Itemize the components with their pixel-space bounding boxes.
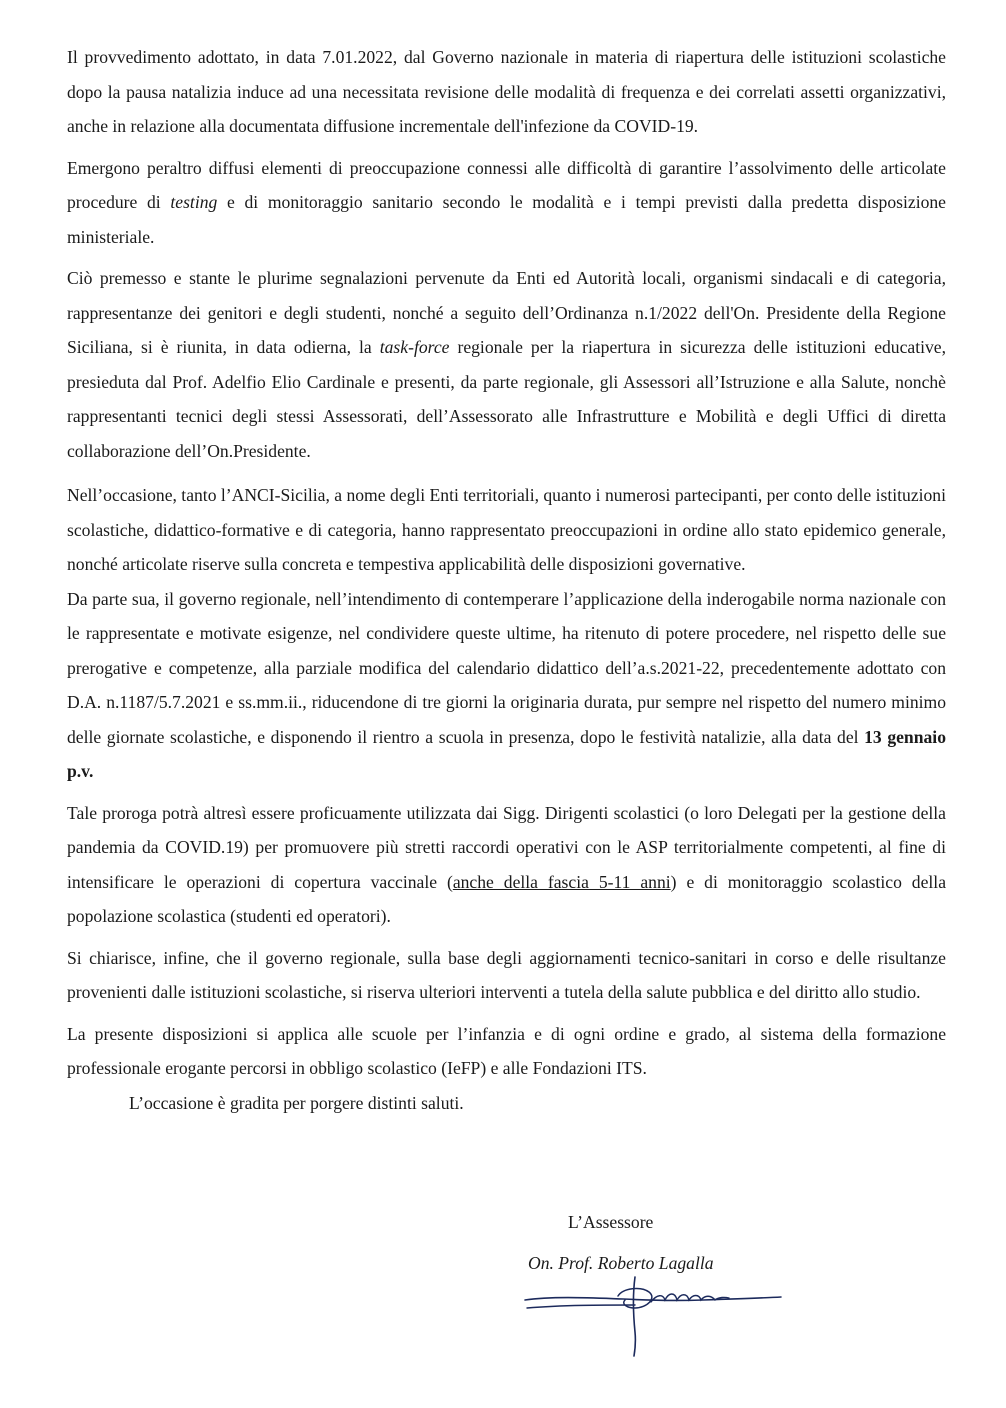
paragraph-concerns-italic: testing bbox=[170, 192, 218, 212]
paragraph-extension-text-2: ) e di monitoraggio scolastico della popolazione scolastica (studenti ed operatori). bbox=[67, 871, 946, 926]
paragraph-taskforce-italic: task-force bbox=[379, 337, 450, 357]
signature-block bbox=[525, 1212, 825, 1362]
handwritten-signature bbox=[523, 1272, 788, 1357]
paragraph-closing: L’occasione è gradita per porgere distinti saluti. bbox=[129, 1092, 464, 1113]
paragraph-regional-government bbox=[67, 582, 946, 789]
paragraph-extension-text-1: Tale proroga potrà altresì essere proficuamente utilizzata dai Sigg. Dirigenti scolastici (o loro Delegati per la gestione della pandemia da COVID.19) per promuovere più stretti raccordi operativi con le ASP territorialmente competenti, al fine di intensificare le operazioni di copertura vaccinale ( bbox=[67, 802, 946, 892]
paragraph-scope: La presente disposizioni si applica alle scuole per l’infanzia e di ogni ordine e grado, al sistema della formazione professionale erogante percorsi in obbligo scolastico (IeFP) e alle Fondazioni ITS. bbox=[67, 1023, 946, 1078]
paragraph-intro: Il provvedimento adottato, in data 7.01.2022, dal Governo nazionale in materia di riapertura delle istituzioni scolastiche dopo la pausa natalizia induce ad una necessitata revisione delle modalità di frequenza e dei correlati assetti organizzativi, anche in relazione alla documentata diffusione incrementale dell'infezione da COVID-19. bbox=[67, 47, 946, 136]
paragraph-concerns-text-1: Emergono peraltro diffusi elementi di preoccupazione connessi alle difficoltà di garantire l’assolvimento delle articolate procedure di bbox=[67, 157, 946, 212]
reopening-date: 13 gennaio p.v. bbox=[67, 726, 946, 781]
signatory-name: On. Prof. Roberto Lagalla bbox=[528, 1253, 714, 1273]
paragraph-taskforce bbox=[67, 261, 946, 468]
paragraph-taskforce-text-2: regionale per la riapertura in sicurezza delle istituzioni educative, presieduta dal Prof. Adelfio Elio Cardinale e presenti, da parte regionale, gli Assessori all’Istruzione e alla Salute, nonchè rappresentanti tecnici degli stessi Assessorati, dell’Assessorato alle Infrastrutture e Mobilità e degli Uffici di diretta collaborazione dell’On.Presidente. bbox=[67, 337, 947, 461]
paragraph-concerns bbox=[67, 151, 946, 255]
signatory-role: L’Assessore bbox=[568, 1212, 654, 1232]
paragraph-taskforce-text-1: Ciò premesso e stante le plurime segnalazioni pervenute da Enti ed Autorità locali, organismi sindacali e di categoria, rappresentanze dei genitori e degli studenti, nonché a seguito dell’Ordinanza n.1/2022 dell'On. Presidente della Regione Siciliana, si è riunita, in data odierna, la bbox=[67, 268, 946, 357]
paragraph-concerns-text-2: e di monitoraggio sanitario secondo le modalità e i tempi previsti dalla predetta disposizione ministeriale. bbox=[67, 192, 946, 247]
paragraph-extension-underlined: anche della fascia 5-11 anni bbox=[452, 871, 671, 892]
paragraph-extension bbox=[67, 796, 946, 934]
paragraph-anci: Nell’occasione, tanto l’ANCI-Sicilia, a nome degli Enti territoriali, quanto i numerosi partecipanti, per conto delle istituzioni scolastiche, didattico-formative e di categoria, hanno rappresentato preoccupazioni in ordine allo stato epidemico generale, nonché articolate riserve sulla concreta e tempestiva applicabilità delle disposizioni governative. bbox=[67, 485, 946, 574]
paragraph-clarification: Si chiarisce, infine, che il governo regionale, sulla base degli aggiornamenti tecnico-sanitari in corso e delle risultanze provenienti dalle istituzioni scolastiche, si riserva ulteriori interventi a tutela della salute pubblica e del diritto allo studio. bbox=[67, 947, 946, 1002]
paragraph-regional-government-text: Da parte sua, il governo regionale, nell’intendimento di contemperare l’applicazione della inderogabile norma nazionale con le rappresentate e motivate esigenze, nel condividere queste ultime, ha ritenuto di potere procedere, nel rispetto delle sue prerogative e competenze, alla parziale modifica del calendario didattico dell’a.s.2021-22, precedentemente adottato con D.A. n.1187/5.7.2021 e ss.mm.ii., riducendone di tre giorni la originaria durata, pur sempre nel rispetto del numero minimo delle giornate scolastiche, e disponendo il rientro a scuola in presenza, dopo le festività natalizie, alla data del bbox=[67, 588, 946, 747]
document-body bbox=[67, 40, 946, 1120]
